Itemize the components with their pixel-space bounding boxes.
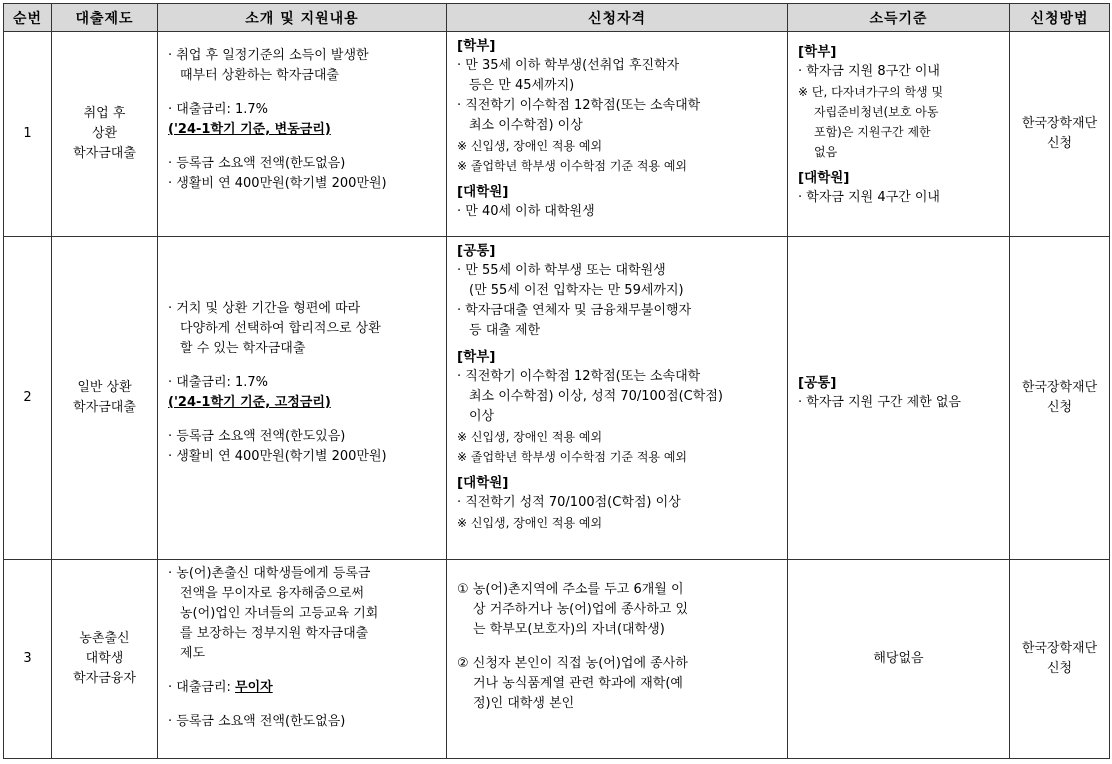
eligibility-cell: [학부] · 만 35세 이하 학부생(선취업 후진학자 등은 만 45세까지) · 직전학기 이수학점 12학점(또는 소속대학 최소 이수학점) 이상 ※ 신입생, 장애인 적용 예외 ※ 졸업학년 학부생 이수학점 기준 적용 예외 [대학원] · 만 40세 이하 대학원생 [447, 32, 788, 237]
intro-cell: · 취업 후 일정기준의 소득이 발생한 때부터 상환하는 학자금대출 · 대출금리: 1.7% ('24-1학기 기준, 변동금리) · 등록금 소요액 전액(한도없음) · 생활비 연 400만원(학기별 200만원) [158, 32, 447, 237]
header-method: 신청방법 [1010, 4, 1110, 32]
intro-cell: · 농(어)촌출신 대학생들에게 등록금 전액을 무이자로 융자해줌으로써 농(어)업인 자녀들의 고등교육 기회 를 보장하는 정부지원 학자금대출 제도 · 대출금리: 무이자 · 등록금 소요액 전액(한도없음) [158, 560, 447, 759]
income-cell: [공통] · 학자금 지원 구간 제한 없음 [788, 237, 1010, 560]
header-eligibility: 신청자격 [447, 4, 788, 32]
header-loan-type: 대출제도 [52, 4, 158, 32]
row-num: 3 [4, 560, 52, 759]
loan-name: 일반 상환 학자금대출 [52, 237, 158, 560]
loan-name: 취업 후 상환 학자금대출 [52, 32, 158, 237]
table-row [4, 32, 1110, 237]
method-cell: 한국장학재단 신청 [1010, 560, 1110, 759]
income-cell: 해당없음 [788, 560, 1010, 759]
row-num: 1 [4, 32, 52, 237]
method-cell: 한국장학재단 신청 [1010, 32, 1110, 237]
loan-table [3, 3, 1110, 759]
eligibility-cell: ① 농(어)촌지역에 주소를 두고 6개월 이 상 거주하거나 농(어)업에 종사하고 있 는 학부모(보호자)의 자녀(대학생) ② 신청자 본인이 직접 농(어)업에 종사하 거나 농식품계열 관련 학과에 재학(예 정)인 대학생 본인 [447, 560, 788, 759]
intro-cell: · 거치 및 상환 기간을 형편에 따라 다양하게 선택하여 합리적으로 상환 할 수 있는 학자금대출 · 대출금리: 1.7% ('24-1학기 기준, 고정금리) · 등록금 소요액 전액(한도있음) · 생활비 연 400만원(학기별 200만원) [158, 237, 447, 560]
eligibility-cell: [공통] · 만 55세 이하 학부생 또는 대학원생 (만 55세 이전 입학자는 만 59세까지) · 학자금대출 연체자 및 금융채무불이행자 등 대출 제한 [학부] · 직전학기 이수학점 12학점(또는 소속대학 최소 이수학점) 이상, 성적 70/100점(C학점) 이상 ※ 신입생, 장애인 적용 예외 ※ 졸업학년 학부생 이수학점 기준 적용 예외 [대학원] · 직전학기 성적 70/100점(C학점) 이상 ※ 신입생, 장애인 적용 예외 [447, 237, 788, 560]
header-intro: 소개 및 지원내용 [158, 4, 447, 32]
row-num: 2 [4, 237, 52, 560]
header-row [4, 4, 1110, 32]
header-num: 순번 [4, 4, 52, 32]
loan-name: 농촌출신 대학생 학자금융자 [52, 560, 158, 759]
table-row [4, 560, 1110, 759]
income-cell: [학부] · 학자금 지원 8구간 이내 ※ 단, 다자녀가구의 학생 및 자립준비청년(보호 아동 포함)은 지원구간 제한 없음 [대학원] · 학자금 지원 4구간 이내 [788, 32, 1010, 237]
method-cell: 한국장학재단 신청 [1010, 237, 1110, 560]
table-row [4, 237, 1110, 560]
header-income: 소득기준 [788, 4, 1010, 32]
